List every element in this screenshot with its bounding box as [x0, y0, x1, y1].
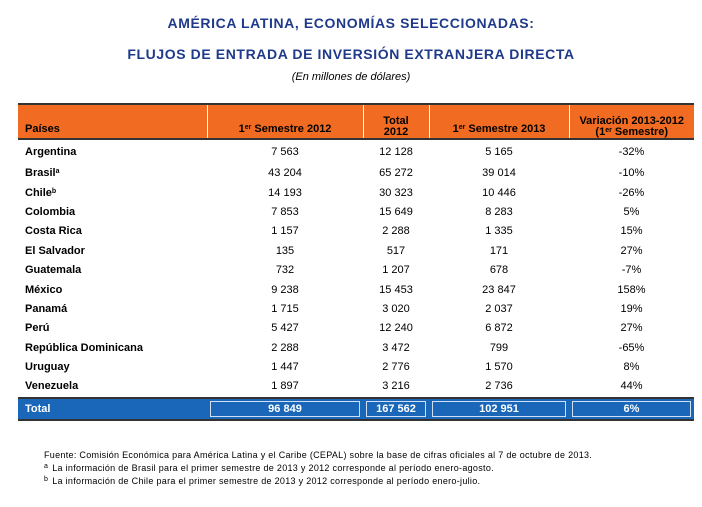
total-2012-cell: 30 323 [379, 186, 413, 199]
variation-cell: -32% [618, 145, 645, 158]
country-cell: Panamá [25, 302, 68, 315]
total-variation-cell [569, 398, 694, 420]
first-semester-2013-cell: 1 335 [485, 225, 513, 238]
country-cell: Argentina [25, 145, 77, 158]
total-s2012: 96 849 [210, 401, 360, 417]
variation-cell: 27% [620, 322, 643, 335]
first-semester-2012-cell: 5 427 [271, 322, 299, 335]
first-semester-2012-cell: 43 204 [268, 167, 302, 180]
first-semester-2012-cell: 2 288 [271, 341, 299, 354]
first-semester-2012-cell: 14 193 [268, 186, 302, 199]
table-row [18, 203, 694, 222]
first-semester-2013-cell: 8 283 [485, 205, 513, 218]
table-row [18, 242, 694, 261]
table-row [18, 377, 694, 397]
variation-cell: 19% [620, 302, 643, 315]
total-2012-cell: 517 [386, 244, 406, 257]
total-2012-cell: 1 207 [382, 264, 410, 277]
first-semester-2013-cell: 6 872 [485, 322, 513, 335]
first-semester-2012-cell: 7 853 [271, 205, 299, 218]
first-semester-2013-cell: 23 847 [482, 283, 516, 296]
variation-cell: -26% [618, 186, 645, 199]
first-semester-2013-cell: 2 037 [485, 302, 513, 315]
first-semester-2013-cell: 2 736 [485, 380, 513, 393]
table-row [18, 222, 694, 241]
first-semester-2013-cell: 799 [489, 341, 509, 354]
variation-cell: 27% [620, 244, 643, 257]
variation-cell: -65% [618, 341, 645, 354]
table-body [18, 139, 694, 398]
country-cell: Costa Rica [25, 225, 82, 238]
first-semester-2012-cell: 135 [275, 244, 295, 257]
table-row [18, 261, 694, 280]
variation-cell: 5% [623, 205, 640, 218]
first-semester-2012-cell: 1 897 [271, 380, 299, 393]
country-cell: México [25, 283, 63, 296]
country-cell: Venezuela [25, 380, 79, 393]
footnote-b: $^b$ La información de Chile para el primer semestre de 2013 y 2012 corresponde al período enero-julio. [44, 476, 481, 486]
title-line-1: AMÉRICA LATINA, ECONOMÍAS SELECCIONADAS: [167, 15, 535, 31]
first-semester-2013-cell: 5 165 [485, 145, 513, 158]
total-total2012: 167 562 [366, 401, 426, 417]
country-cell: Colombia [25, 205, 76, 218]
total-variation: 6% [572, 401, 691, 417]
fdi-table [18, 103, 694, 421]
country-cell: Guatemala [25, 264, 82, 277]
variation-cell: 15% [620, 225, 643, 238]
total-2012-cell: 3 216 [382, 380, 410, 393]
header-first-semester-2013: 1er Semestre 2013 [429, 104, 569, 139]
first-semester-2012-cell: 1 447 [271, 361, 299, 374]
notes [44, 449, 592, 488]
total-2012-cell: 12 240 [379, 322, 413, 335]
variation-cell: -10% [618, 167, 645, 180]
first-semester-2012-cell: 1 715 [271, 302, 299, 315]
total-2012-cell: 12 128 [379, 145, 413, 158]
header-variation: Variación 2013-2012 (1er Semestre) [569, 104, 694, 139]
footnote-a: $^a$ La información de Brasil para el primer semestre de 2013 y 2012 corresponde al período enero-agosto. [44, 463, 494, 473]
table-row [18, 280, 694, 299]
country-cell: Chile$^b$ [25, 186, 57, 199]
table-row [18, 139, 694, 164]
variation-cell: -7% [621, 264, 642, 277]
first-semester-2012-cell: 9 238 [271, 283, 299, 296]
title-line-2: FLUJOS DE ENTRADA DE INVERSIÓN EXTRANJERA DIRECTA [127, 46, 575, 62]
first-semester-2012-cell: 7 563 [271, 145, 299, 158]
unit-note: (En millones de dólares) [291, 71, 411, 83]
table-row [18, 183, 694, 202]
header-row [18, 104, 694, 139]
variation-cell: 158% [617, 283, 646, 296]
total-s2013: 102 951 [432, 401, 566, 417]
total-s2013-cell [429, 398, 569, 420]
first-semester-2012-cell: 1 157 [271, 225, 299, 238]
country-cell: Uruguay [25, 361, 70, 374]
table-row [18, 339, 694, 358]
total-total2012-cell [363, 398, 429, 420]
table-row [18, 164, 694, 183]
total-2012-cell: 3 472 [382, 341, 410, 354]
total-2012-cell: 2 288 [382, 225, 410, 238]
first-semester-2013-cell: 1 570 [485, 361, 513, 374]
total-2012-cell: 15 649 [379, 205, 413, 218]
country-cell: Perú [25, 322, 50, 335]
header-first-semester-2012: 1er Semestre 2012 [207, 104, 363, 139]
total-2012-cell: 3 020 [382, 302, 410, 315]
variation-cell: 8% [623, 361, 640, 374]
first-semester-2013-cell: 39 014 [482, 167, 516, 180]
first-semester-2013-cell: 10 446 [482, 186, 516, 199]
country-cell: República Dominicana [25, 341, 143, 354]
table-row [18, 358, 694, 377]
table-row [18, 300, 694, 319]
total-row [18, 398, 694, 420]
total-label: Total [18, 398, 207, 420]
table-row [18, 319, 694, 338]
header-countries: Países [18, 104, 207, 139]
header-total-2012: Total 2012 [363, 104, 429, 139]
total-2012-cell: 15 453 [379, 283, 413, 296]
variation-cell: 44% [620, 380, 643, 393]
first-semester-2013-cell: 678 [489, 264, 509, 277]
country-cell: Brasil$^a$ [25, 167, 60, 180]
first-semester-2013-cell: 171 [489, 244, 509, 257]
total-s2012-cell [207, 398, 363, 420]
total-2012-cell: 2 776 [382, 361, 410, 374]
first-semester-2012-cell: 732 [275, 264, 295, 277]
fdi-table-container [18, 103, 694, 421]
source-note: Fuente: Comisión Económica para América Latina y el Caribe (CEPAL) sobre la base de cifras oficiales al 7 de octubre de 2013. [44, 450, 593, 460]
total-2012-cell: 65 272 [379, 167, 413, 180]
country-cell: El Salvador [25, 244, 85, 257]
